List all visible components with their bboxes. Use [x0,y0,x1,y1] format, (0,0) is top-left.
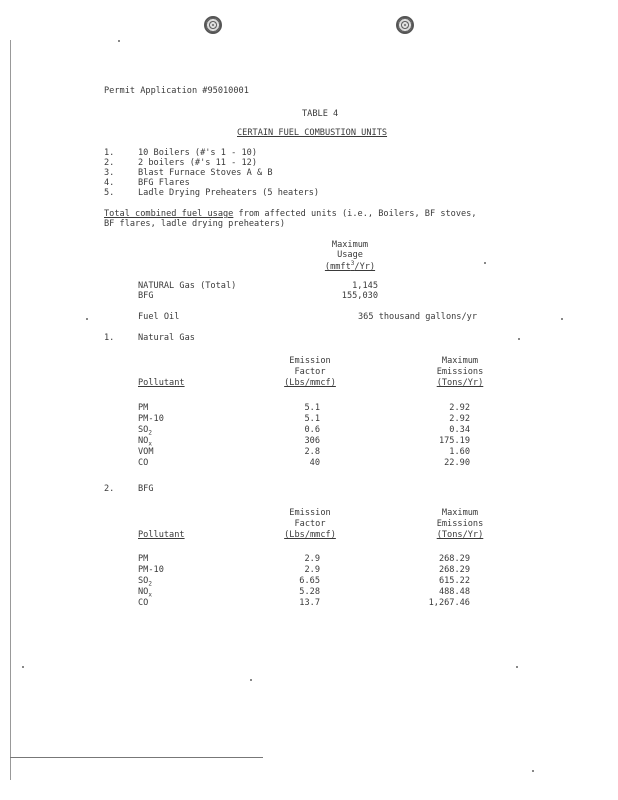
usage-intro-line-2: BF flares, ladle drying preheaters) [104,219,286,229]
scan-speck [516,666,518,668]
table-row-emissions: 268.29 [438,554,470,564]
usage-unit-prefix: (mmft [324,261,351,272]
fuel-oil-name: Fuel Oil [138,312,180,322]
page-edge-line [10,40,11,780]
scan-speck [86,318,88,320]
binder-hole-icon [204,16,222,34]
list-item-number: 1. [104,148,115,158]
usage-intro-line-1 [104,210,477,219]
table-row-factor: 306 [304,436,320,446]
table-row-emissions: 268.29 [438,565,470,575]
table-row-factor: 40 [309,458,320,468]
list-item-number: 4. [104,178,115,188]
max-header-unit: (Tons/Yr) [436,378,484,388]
table-row-emissions: 2.92 [449,414,470,424]
pollutant-name: SO [138,425,149,435]
scan-speck [532,770,534,772]
factor-header-line-2: Factor [294,367,326,377]
table-row-emissions: 615.22 [438,576,470,586]
table-row-factor: 2.9 [304,565,320,575]
permit-header: Permit Application #95010001 [104,86,249,96]
table-title: CERTAIN FUEL COMBUSTION UNITS [237,128,388,138]
factor-header-line-1: Emission [289,508,331,518]
table-row-factor: 5.1 [304,414,320,424]
scan-speck [484,262,486,264]
table-row-pollutant [138,415,164,424]
table-row-factor: 6.65 [299,576,320,586]
table-row-factor: 13.7 [299,598,320,608]
pollutant-name: SO [138,576,149,586]
pollutant-name: CO [138,598,149,608]
table-row-emissions: 175.19 [438,436,470,446]
scan-speck [561,318,563,320]
table-row-factor: 5.1 [304,403,320,413]
usage-unit-exponent: 3 [350,260,355,267]
table-row-pollutant [138,599,148,608]
scan-speck [518,338,520,340]
list-item: Blast Furnace Stoves A & B [138,168,273,178]
factor-header-unit: (Lbs/mmcf) [284,378,336,388]
list-item: Ladle Drying Preheaters (5 heaters) [138,188,320,198]
usage-header-unit [320,261,380,271]
list-item: 2 boilers (#'s 11 - 12) [138,158,257,168]
usage-unit-suffix: /Yr) [354,261,376,272]
pollutant-name: PM [138,403,149,413]
table-number: TABLE 4 [302,109,339,119]
fuel-usage-value: 155,030 [341,291,378,301]
scan-speck [22,666,24,668]
table-row-emissions: 1,267.46 [428,598,470,608]
pollutant-name: PM-10 [138,414,164,424]
table-row-factor: 0.6 [304,425,320,435]
table-row-pollutant [138,555,148,564]
fuel-name: NATURAL Gas (Total) [138,281,237,291]
usage-header-line-1: Maximum [331,240,369,250]
fuel-oil-value: 365 thousand gallons/yr [358,312,477,322]
pollutant-name: NO [138,587,149,597]
pollutant-header: Pollutant [138,378,185,388]
table-row-pollutant [138,404,148,413]
usage-intro-rest: from affected units (i.e., Boilers, BF stoves, [233,209,477,219]
list-item-number: 3. [104,168,115,178]
max-header-unit: (Tons/Yr) [436,530,484,540]
pollutant-subscript: x [148,440,152,448]
pollutant-subscript: x [148,591,152,599]
page-bottom-line [10,757,263,758]
section-number: 1. [104,333,115,343]
list-item: BFG Flares [138,178,190,188]
table-row-factor: 2.9 [304,554,320,564]
pollutant-name: VOM [138,447,154,457]
max-header-line-1: Maximum [441,508,479,518]
table-row-emissions: 0.34 [449,425,470,435]
section-title: BFG [138,484,154,494]
list-item-number: 2. [104,158,115,168]
table-row-emissions: 2.92 [449,403,470,413]
binder-hole-icon [396,16,414,34]
usage-intro-emphasis: Total combined fuel usage [104,209,234,219]
table-row-emissions: 1.60 [449,447,470,457]
scan-speck [250,679,252,681]
max-header-line-1: Maximum [441,356,479,366]
pollutant-name: PM [138,554,149,564]
factor-header-line-2: Factor [294,519,326,529]
table-row-factor: 5.28 [299,587,320,597]
fuel-usage-value: 1,145 [352,281,378,291]
section-number: 2. [104,484,115,494]
pollutant-subscript: 2 [148,580,152,588]
pollutant-name: PM-10 [138,565,164,575]
list-item-number: 5. [104,188,115,198]
fuel-name: BFG [138,291,154,301]
pollutant-name: CO [138,458,149,468]
table-row-emissions: 488.48 [438,587,470,597]
pollutant-subscript: 2 [148,429,152,437]
pollutant-header: Pollutant [138,530,185,540]
list-item: 10 Boilers (#'s 1 - 10) [138,148,257,158]
max-header-line-2: Emissions [436,519,484,529]
table-row-factor: 2.8 [304,447,320,457]
table-row-emissions: 22.90 [444,458,470,468]
max-header-line-2: Emissions [436,367,484,377]
table-row-pollutant [138,566,164,575]
usage-header-line-2: Usage [337,250,363,260]
section-title: Natural Gas [138,333,195,343]
table-row-pollutant [138,448,154,457]
factor-header-line-1: Emission [289,356,331,366]
factor-header-unit: (Lbs/mmcf) [284,530,336,540]
pollutant-name: NO [138,436,149,446]
scan-speck [118,40,120,42]
table-row-pollutant [138,459,148,468]
